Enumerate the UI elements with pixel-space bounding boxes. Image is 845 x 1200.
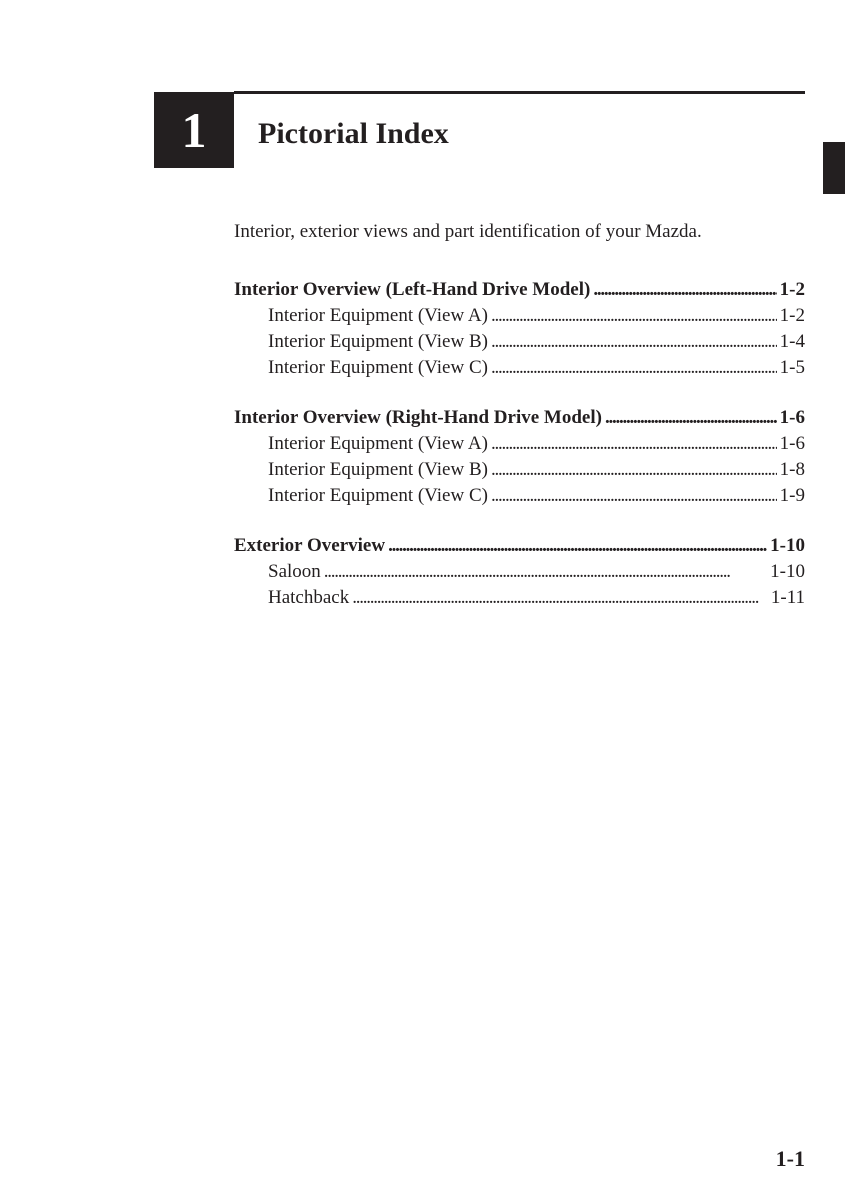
toc-entry-page: 1-4 [779, 331, 805, 352]
page-number: 1-1 [775, 1146, 805, 1171]
toc-section-interior-lhd [234, 277, 805, 381]
toc-entry-title: Interior Equipment (View C) [268, 357, 488, 378]
toc-entry-page: 1-11 [770, 587, 805, 608]
toc-entry-interior-overview-lhd[interactable] [234, 277, 805, 303]
toc-entry-hatchback[interactable] [234, 585, 805, 611]
toc-entry-title: Interior Equipment (View C) [268, 485, 488, 506]
toc-leader-dots [324, 559, 767, 585]
toc-entry-rhd-view-c[interactable] [234, 483, 805, 509]
toc-entry-page: 1-2 [779, 279, 805, 300]
toc-leader-dots [605, 405, 777, 431]
toc-entry-lhd-view-c[interactable] [234, 355, 805, 381]
toc-entry-rhd-view-b[interactable] [234, 457, 805, 483]
toc-entry-title: Interior Equipment (View A) [268, 305, 488, 326]
toc-entry-page: 1-6 [779, 407, 805, 428]
toc-entry-title: Interior Overview (Right-Hand Drive Model) [234, 407, 602, 428]
toc-entry-lhd-view-b[interactable] [234, 329, 805, 355]
toc-entry-title: Interior Overview (Left-Hand Drive Model) [234, 279, 591, 300]
toc-entry-page: 1-9 [779, 485, 805, 506]
table-of-contents [234, 277, 805, 635]
chapter-title: Pictorial Index [258, 117, 449, 150]
toc-entry-page: 1-6 [779, 433, 805, 454]
intro-text: Interior, exterior views and part identification of your Mazda. [234, 221, 702, 242]
toc-entry-page: 1-2 [779, 305, 805, 326]
chapter-thumb-tab [823, 142, 845, 194]
toc-entry-lhd-view-a[interactable] [234, 303, 805, 329]
chapter-number-box [154, 92, 234, 168]
toc-entry-page: 1-10 [770, 561, 805, 582]
chapter-number: 1 [181, 102, 207, 158]
toc-entry-page: 1-5 [779, 357, 805, 378]
toc-entry-title: Interior Equipment (View B) [268, 459, 488, 480]
toc-leader-dots [491, 483, 777, 509]
toc-entry-title: Saloon [268, 561, 321, 582]
toc-leader-dots [593, 277, 776, 303]
toc-entry-page: 1-8 [779, 459, 805, 480]
toc-leader-dots [491, 329, 777, 355]
toc-section-exterior [234, 533, 805, 611]
toc-section-interior-rhd [234, 405, 805, 509]
toc-entry-interior-overview-rhd[interactable] [234, 405, 805, 431]
toc-leader-dots [491, 355, 777, 381]
toc-leader-dots [388, 533, 767, 559]
toc-entry-title: Interior Equipment (View B) [268, 331, 488, 352]
toc-entry-title: Interior Equipment (View A) [268, 433, 488, 454]
title-rule [234, 91, 805, 94]
toc-leader-dots [491, 457, 777, 483]
toc-entry-exterior-overview[interactable] [234, 533, 805, 559]
toc-entry-title: Hatchback [268, 587, 350, 608]
toc-entry-title: Exterior Overview [234, 535, 386, 556]
toc-entry-rhd-view-a[interactable] [234, 431, 805, 457]
toc-leader-dots [491, 431, 777, 457]
toc-entry-saloon[interactable] [234, 559, 805, 585]
toc-leader-dots [352, 585, 768, 611]
toc-entry-page: 1-10 [770, 535, 805, 556]
toc-leader-dots [491, 303, 777, 329]
